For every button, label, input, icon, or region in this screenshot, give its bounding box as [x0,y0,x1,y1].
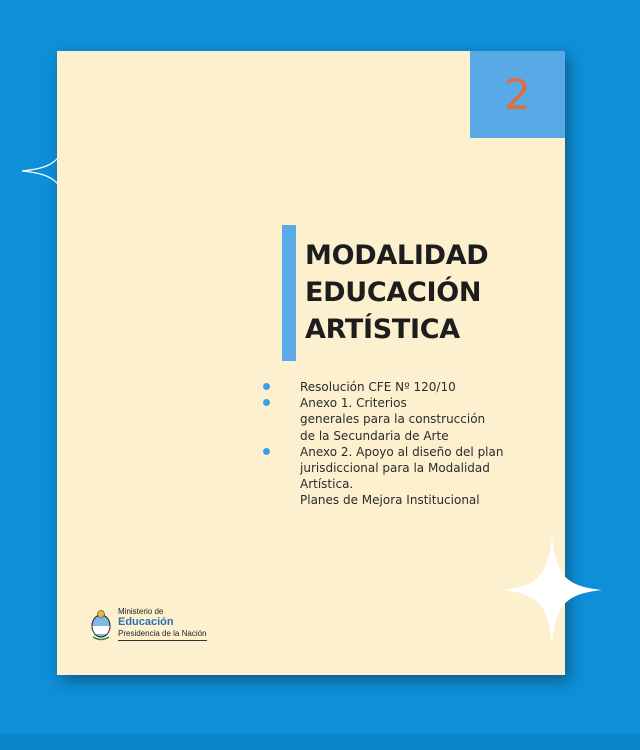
volume-number-box [470,51,565,138]
list-item-line: jurisdiccional para la Modalidad [300,461,490,476]
list-item-line: Anexo 2. Apoyo al diseño del plan [300,444,504,459]
list-item [263,379,503,395]
list-item [263,444,503,509]
sparkle-solid-icon [500,534,604,646]
list-item-line: Artística. [300,477,354,492]
bullet-icon [263,399,270,406]
logo-line-educacion: Educación [118,616,174,628]
logo-line-presidencia: Presidencia de la Nación [118,629,207,641]
list-item-line: generales para la construcción [300,412,486,427]
title-line: ARTÍSTICA [305,314,460,345]
bottom-band [0,734,640,750]
list-item-line: Anexo 1. Criterios [300,396,407,411]
document-cover [57,51,565,675]
title-line: EDUCACIÓN [305,277,482,308]
bullet-icon [263,448,270,455]
contents-list [263,379,503,509]
cover-title [305,237,488,348]
title-line: MODALIDAD [305,240,489,271]
list-item-line: Planes de Mejora Institucional [300,493,480,508]
list-item [263,395,503,444]
title-accent-bar [282,225,296,361]
list-item-line: de la Secundaria de Arte [300,428,449,443]
volume-number: 2 [504,70,531,119]
logo-line-ministerio: Ministerio de [118,607,164,616]
list-item-line: Resolución CFE Nº 120/10 [300,380,456,394]
coat-of-arms-icon [90,609,112,641]
bullet-icon [263,383,270,390]
ministry-logo [90,607,220,647]
